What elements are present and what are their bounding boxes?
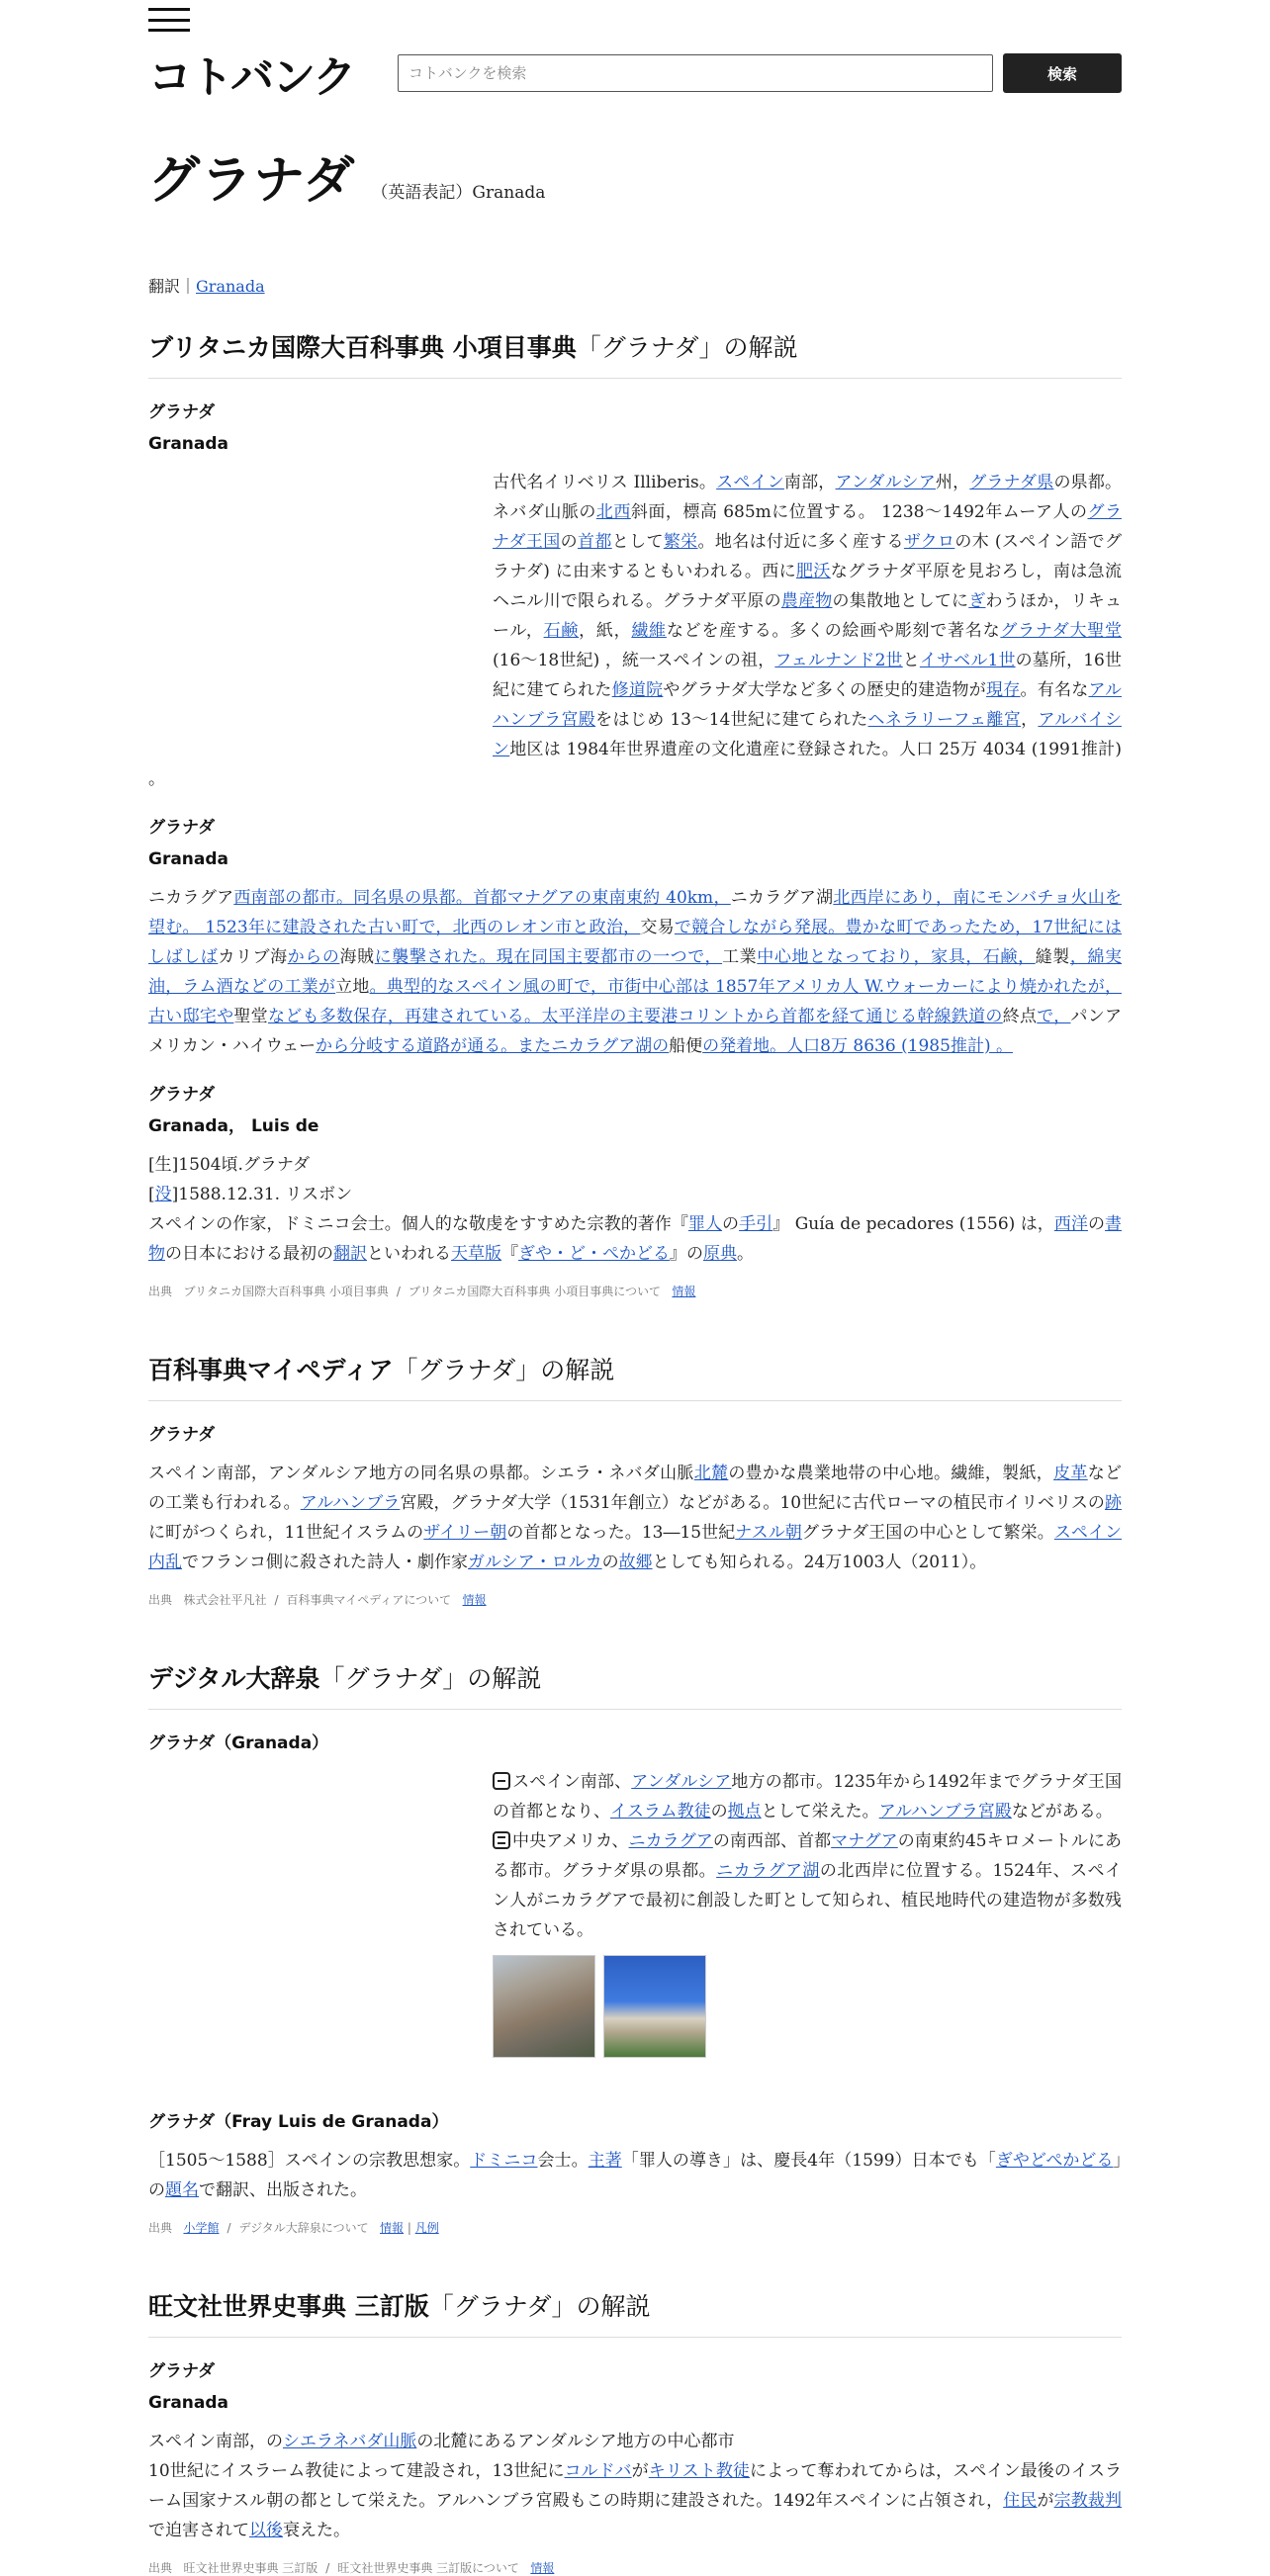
text-run: の bbox=[722, 1214, 740, 1234]
term-link[interactable]: 天草版 bbox=[451, 1244, 501, 1264]
text-run: 斜面，標高 685mに位置する。 1238～1492年ムーア人の bbox=[630, 502, 1088, 522]
source-meta: 出典 株式会社平凡社 / 百科事典マイペディアについて 情報 bbox=[148, 1593, 487, 1607]
text-run: 終点 bbox=[1002, 1007, 1038, 1026]
text-run: 」の bbox=[148, 2151, 1123, 2200]
entry-body bbox=[148, 1767, 1122, 2088]
entry-subtitle: Granada bbox=[148, 434, 229, 454]
term-link[interactable]: 跡 bbox=[1105, 1493, 1122, 1513]
term-link[interactable]: マナグア bbox=[831, 1831, 898, 1851]
term-link[interactable]: イスラム教徒 bbox=[610, 1802, 711, 1821]
entry-body bbox=[148, 1150, 1122, 1269]
text-run: などを産する。多くの絵画や彫刻で著名な bbox=[666, 621, 1001, 641]
entry-text bbox=[148, 883, 1122, 1061]
text-run: 船便 bbox=[669, 1036, 703, 1056]
text-run: 交易 bbox=[640, 918, 675, 937]
term-link[interactable]: 書物 bbox=[148, 1214, 1123, 1264]
search-input[interactable] bbox=[398, 54, 993, 92]
term-link[interactable]: アルハンブラ宮殿 bbox=[493, 680, 1123, 730]
text-run: 聖堂 bbox=[233, 1007, 268, 1026]
term-link[interactable]: アンダルシア bbox=[631, 1772, 732, 1792]
search-button[interactable]: 検索 bbox=[1003, 53, 1122, 93]
entry-text bbox=[148, 2456, 1122, 2545]
text-run: に町がつくられ，11世紀イスラムの bbox=[148, 1523, 424, 1543]
text-run: わうほか，リキュール， bbox=[493, 591, 1123, 641]
text-run: 宮殿，グラナダ大学（1531年創立）などがある。10世紀に古代ローマの植民市イリベリスの bbox=[400, 1493, 1105, 1513]
text-run: ニカラグア bbox=[148, 888, 234, 908]
term-link[interactable]: 手引 bbox=[739, 1214, 773, 1234]
text-run: の首都となった。13―15世紀 bbox=[506, 1523, 736, 1543]
term-link[interactable]: スペイン内乱 bbox=[148, 1523, 1123, 1572]
entry-body bbox=[148, 468, 1122, 794]
section-obunsha bbox=[148, 2265, 1122, 2576]
term-link[interactable]: 北西岸にあり，南にモンバチョ火山を望む。 1523年に建設された古い町で，北西のレオン市と政治， bbox=[148, 888, 1123, 937]
term-link[interactable]: から分岐する道路が通る。またニカラグア湖の bbox=[316, 1036, 670, 1056]
term-link[interactable]: 拠点 bbox=[727, 1802, 762, 1821]
text-run: なグラナダ平原を見おろし，南は急流ヘニル川で限られる。グラナダ平原の bbox=[493, 562, 1123, 611]
info-link[interactable]: 情報 bbox=[530, 2561, 555, 2575]
text-run: 。有名な bbox=[1020, 680, 1089, 700]
term-link[interactable]: 西南部の都市。同名県の県都。首都マナグアの東南東約 40km， bbox=[233, 888, 731, 908]
text-run: ニカラグア湖 bbox=[730, 888, 834, 908]
info-link[interactable]: 情報 bbox=[672, 1285, 696, 1298]
term-link[interactable]: 農産物 bbox=[780, 591, 833, 611]
text-run: (16～18世紀) ，統一スペインの祖， bbox=[493, 651, 775, 670]
text-run: 州， bbox=[935, 473, 970, 492]
text-run: で翻訳、出版された。 bbox=[199, 2180, 367, 2200]
text-run: として bbox=[611, 532, 664, 552]
entry-title: グラナダ（Granada） bbox=[148, 1733, 329, 1753]
dictionary-name: デジタル大辞泉 bbox=[148, 1664, 320, 1693]
entry-body bbox=[148, 2427, 1122, 2545]
source-about: 百科事典マイペディアについて bbox=[286, 1593, 452, 1607]
source-about: ブリタニカ国際大百科事典 小項目事典について bbox=[408, 1285, 661, 1298]
source-name: 株式会社平凡社 bbox=[183, 1593, 267, 1607]
entry-text bbox=[148, 2146, 1122, 2205]
term-link[interactable]: ドミニコ bbox=[470, 2151, 538, 2171]
text-run: といわれる bbox=[367, 1244, 451, 1264]
term-link[interactable]: ぎやどぺかどる bbox=[995, 2151, 1114, 2171]
text-run: の日本における最初の bbox=[165, 1244, 333, 1264]
entry-subtitle: Granada， Luis de bbox=[148, 1116, 319, 1136]
died-line bbox=[148, 1180, 1122, 1209]
source-name: 旺文社世界史事典 三訂版 bbox=[183, 2561, 318, 2575]
term-link[interactable]: 以後 bbox=[249, 2521, 283, 2540]
source-label: 出典 bbox=[148, 1285, 173, 1298]
text-run: 』 Guía de pecadores (1556) は， bbox=[772, 1214, 1054, 1234]
section-britannica bbox=[148, 307, 1122, 1299]
text-run: スペイン南部、 bbox=[512, 1772, 632, 1792]
text-run: の南西部、首都 bbox=[712, 1831, 832, 1851]
text-run: が bbox=[1037, 2491, 1054, 2511]
text-run: などがある。 bbox=[1011, 1802, 1113, 1821]
text-run: の豊かな農業地帯の中心地。繊維，製紙， bbox=[728, 1464, 1054, 1483]
died-link[interactable]: 没 bbox=[154, 1185, 172, 1204]
text-run: 海賊 bbox=[339, 947, 375, 967]
term-link[interactable]: スペイン bbox=[716, 473, 784, 492]
term-link[interactable]: 翻訳 bbox=[333, 1244, 367, 1264]
text-run: の bbox=[601, 1553, 619, 1572]
term-link[interactable]: ぎや・ど・ぺかどる bbox=[518, 1244, 670, 1264]
source-name-link[interactable]: 小学館 bbox=[183, 2221, 220, 2235]
translation-line bbox=[148, 274, 1122, 297]
text-run: パンアメリカン・ハイウェー bbox=[148, 1007, 1123, 1056]
entry-title: グラナダ（Fray Luis de Granada） bbox=[148, 2112, 449, 2132]
granada-cathedral-photo[interactable] bbox=[603, 1955, 706, 2058]
text-run: 縫製 bbox=[1035, 947, 1070, 967]
term-link[interactable]: 住民 bbox=[1003, 2491, 1038, 2511]
text-run: としても知られる。24万1003人（2011）。 bbox=[652, 1553, 987, 1572]
legend-link[interactable]: 凡例 bbox=[414, 2221, 439, 2235]
text-run: スペイン南部，の bbox=[148, 2432, 283, 2451]
term-link[interactable]: キリスト教徒 bbox=[648, 2461, 751, 2481]
term-link[interactable]: ナスル朝 bbox=[735, 1523, 802, 1543]
text-run: によって奪われてからは，スペイン最後のイスラーム国家ナスル朝の都として栄えた。アルハンブラ宮殿もこの時期に建設された。1492年スペインに占領され， bbox=[148, 2461, 1122, 2511]
text-run: が bbox=[631, 2461, 649, 2481]
term-link[interactable]: 。典型的なスペイン風の町で，市街中心部は 1857年アメリカ人 W.ウォーカーにより焼かれたが，古い邸宅や bbox=[148, 977, 1122, 1026]
source-name: ブリタニカ国際大百科事典 小項目事典 bbox=[183, 1285, 389, 1298]
text-run: 南部， bbox=[783, 473, 836, 492]
term-link[interactable]: からの bbox=[287, 947, 340, 967]
section-heading bbox=[148, 307, 1122, 379]
term-link[interactable]: 北西 bbox=[595, 502, 631, 522]
term-link[interactable]: 首都 bbox=[577, 532, 612, 552]
entry-title: グラナダ bbox=[148, 2361, 216, 2381]
term-link[interactable]: 主著 bbox=[588, 2151, 622, 2171]
text-run: の県都。ネバダ山脈の bbox=[493, 473, 1123, 522]
text-run: 会士。 bbox=[537, 2151, 589, 2171]
source-meta: 出典 旺文社世界史事典 三訂版 / 旺文社世界史事典 三訂版について 情報 bbox=[148, 2561, 555, 2575]
entry-title: グラナダ bbox=[148, 818, 216, 838]
source-meta: 出典 小学館 / デジタル大辞泉について 情報 | 凡例 bbox=[148, 2221, 439, 2235]
term-link[interactable]: の発着地。人口8万 8636 (1985推計) 。 bbox=[702, 1036, 1013, 1056]
text-run: の集散地としてに bbox=[832, 591, 969, 611]
entry-text bbox=[148, 1209, 1122, 1269]
image-placeholder bbox=[148, 468, 493, 764]
image-gallery bbox=[493, 1955, 1122, 2058]
translation-label: 翻訳｜ bbox=[148, 277, 197, 296]
source-about: デジタル大辞泉について bbox=[238, 2221, 369, 2235]
text-run: の bbox=[1087, 1214, 1106, 1234]
heading-suffix: 「グラナダ」の解説 bbox=[319, 1664, 542, 1693]
section-heading bbox=[148, 1329, 1122, 1401]
text-run: ，紙， bbox=[579, 621, 632, 641]
site-logo[interactable]: コトバンク bbox=[148, 52, 355, 103]
term-link[interactable]: フェルナンド2世 bbox=[774, 651, 903, 670]
section-heading bbox=[148, 1638, 1122, 1710]
term-link[interactable]: グラナダ県 bbox=[969, 473, 1054, 492]
term-link[interactable]: ザクロ bbox=[903, 532, 955, 552]
term-link[interactable]: アルハンブラ宮殿 bbox=[878, 1802, 1012, 1821]
text-run: でフランコ側に殺された詩人・劇作家 bbox=[182, 1553, 468, 1572]
term-link[interactable]: イサベル1世 bbox=[919, 651, 1016, 670]
term-link[interactable]: 原典 bbox=[703, 1244, 737, 1264]
term-link[interactable]: ニカラグア湖 bbox=[716, 1861, 820, 1881]
meta-divider: | bbox=[404, 2221, 415, 2235]
info-link[interactable]: 情報 bbox=[380, 2221, 405, 2235]
number-one-icon bbox=[493, 1772, 510, 1790]
section-heading bbox=[148, 2265, 1122, 2338]
dictionary-name: 旺文社世界史事典 三訂版 bbox=[148, 2292, 429, 2321]
entry-title: グラナダ bbox=[148, 1425, 216, 1445]
text-run: の北麓にあるアンダルシア地方の中心都市 bbox=[416, 2432, 735, 2451]
term-link[interactable]: 肥沃 bbox=[796, 562, 831, 581]
term-link[interactable]: アルバイシン bbox=[493, 710, 1122, 759]
entry-subtitle: Granada bbox=[148, 849, 229, 869]
text-run: の南東約45キロメートルにある都市。グラナダ県の県都。 bbox=[493, 1831, 1122, 1881]
term-link[interactable]: 繊維 bbox=[631, 621, 667, 641]
source-label: 出典 bbox=[148, 2221, 173, 2235]
entry-title: グラナダ bbox=[148, 402, 216, 422]
source-label: 出典 bbox=[148, 2561, 173, 2575]
text-run: 地方の都市。1235年から1492年までグラナダ王国の首都となり、 bbox=[493, 1772, 1123, 1821]
term-link[interactable]: シエラネバダ山脈 bbox=[283, 2432, 417, 2451]
title-english: （英語表記）Granada bbox=[371, 183, 546, 203]
entry-text bbox=[148, 1459, 1122, 1577]
term-link[interactable]: コルドバ bbox=[564, 2461, 632, 2481]
term-link[interactable]: ，綿実油，ラム酒などの工業が bbox=[148, 947, 1123, 997]
section-mypedia bbox=[148, 1329, 1122, 1608]
term-link[interactable]: ニカラグア bbox=[628, 1831, 713, 1851]
text-run: 。地名は付近に多く産する bbox=[697, 532, 904, 552]
text-run: と bbox=[902, 651, 920, 670]
term-link[interactable]: グラナダ王国 bbox=[493, 502, 1122, 552]
definition-text bbox=[493, 1831, 1122, 1940]
term-link[interactable]: ガルシア・ロルカ bbox=[468, 1553, 602, 1572]
text-run: 工業 bbox=[722, 947, 758, 967]
translation-link[interactable]: Granada bbox=[196, 277, 265, 296]
text-run: 衰えた。 bbox=[283, 2521, 350, 2540]
definition-text bbox=[493, 1772, 1122, 1821]
entry-title: グラナダ bbox=[148, 1085, 216, 1105]
source-meta: 出典 ブリタニカ国際大百科事典 小項目事典 / ブリタニカ国際大百科事典 小項目事典について 情報 bbox=[148, 1285, 696, 1298]
term-link[interactable]: に襲撃された。現在同国主要都市の一つで， bbox=[374, 947, 723, 967]
term-link[interactable]: ザイリー朝 bbox=[423, 1523, 507, 1543]
term-link[interactable]: 繁栄 bbox=[663, 532, 698, 552]
page-title: グラナダ bbox=[148, 151, 356, 211]
hamburger-menu-icon[interactable] bbox=[148, 8, 190, 32]
info-link[interactable]: 情報 bbox=[462, 1593, 487, 1607]
term-link[interactable]: 宗教裁判 bbox=[1053, 2491, 1123, 2511]
term-link[interactable]: 故郷 bbox=[618, 1553, 653, 1572]
term-link[interactable]: ヘネラリーフェ離宮 bbox=[867, 710, 1022, 730]
term-link[interactable]: で， bbox=[1037, 1007, 1071, 1026]
heading-suffix: 「グラナダ」の解説 bbox=[393, 1356, 615, 1384]
text-run: の北西岸に位置する。1524年、スペイン人がニカラグアで最初に創設した町として知られ、植民地時代の建造物が多数残されている。 bbox=[493, 1861, 1122, 1940]
text-run: をはじめ 13～14世紀に建てられた bbox=[595, 710, 868, 730]
entry-lead bbox=[148, 2427, 1122, 2456]
term-link[interactable]: 題名 bbox=[165, 2180, 199, 2200]
page bbox=[148, 0, 1122, 2576]
text-run: 『 bbox=[501, 1244, 518, 1264]
text-run: 立地 bbox=[335, 977, 370, 997]
section-daijisen bbox=[148, 1638, 1122, 2236]
text-run: として栄えた。 bbox=[761, 1802, 879, 1821]
text-run: 「罪人の導き」は、慶長4年（1599）日本でも「 bbox=[621, 2151, 996, 2171]
term-link[interactable]: で競合しながら発展。豊かな町であったため，17世紀にはしばしば bbox=[148, 918, 1123, 967]
term-link[interactable]: 皮革 bbox=[1053, 1464, 1088, 1483]
text-run: ［1505〜1588］スペインの宗教思想家。 bbox=[148, 2151, 471, 2171]
header bbox=[148, 42, 1122, 105]
term-link[interactable]: 罪人 bbox=[687, 1214, 723, 1234]
title-row bbox=[148, 138, 1122, 213]
term-link[interactable]: 中心地となっており，家具，石鹸， bbox=[757, 947, 1036, 967]
source-about: 旺文社世界史事典 三訂版について bbox=[337, 2561, 519, 2575]
died-bracket: [ bbox=[148, 1185, 155, 1204]
dictionary-name: ブリタニカ国際大百科事典 小項目事典 bbox=[148, 333, 577, 362]
text-run: ， bbox=[1021, 710, 1039, 730]
term-link[interactable]: 北麓 bbox=[693, 1464, 729, 1483]
text-run: 』の bbox=[670, 1244, 703, 1264]
text-run: 。 bbox=[737, 1244, 754, 1264]
term-link[interactable]: 現存 bbox=[986, 680, 1021, 700]
text-run: スペインの作家，ドミニコ会士。個人的な敬虔をすすめた宗教的著作『 bbox=[148, 1214, 688, 1234]
text-run: カリブ海 bbox=[218, 947, 288, 967]
term-link[interactable]: ぎ bbox=[968, 591, 986, 611]
term-link[interactable]: 修道院 bbox=[611, 680, 664, 700]
born-line: [生]1504頃.グラナダ bbox=[148, 1155, 311, 1175]
number-two-icon bbox=[493, 1831, 510, 1849]
text-run: で迫害されて bbox=[148, 2521, 249, 2540]
entry-subtitle: Granada bbox=[148, 2393, 229, 2413]
text-run: グラナダ王国の中心として繁栄。 bbox=[801, 1523, 1054, 1543]
text-run: の bbox=[710, 1802, 728, 1821]
term-link[interactable]: 石鹸 bbox=[543, 621, 580, 641]
term-link[interactable]: 西洋 bbox=[1053, 1214, 1088, 1234]
term-link[interactable]: グラナダ大聖堂 bbox=[1000, 621, 1123, 641]
text-run: などの工業も行われる。 bbox=[148, 1464, 1123, 1513]
heading-suffix: 「グラナダ」の解説 bbox=[428, 2292, 651, 2321]
term-link[interactable]: アルハンブラ bbox=[300, 1493, 401, 1513]
text-run: 古代名イリベリス Illiberis。 bbox=[493, 473, 717, 492]
dictionary-name: 百科事典マイペディア bbox=[148, 1356, 394, 1384]
source-label: 出典 bbox=[148, 1593, 173, 1607]
text-run: の木 (スペイン語でグラナダ) に由来するともいわれる。西に bbox=[493, 532, 1123, 581]
text-run: スペイン南部，アンダルシア地方の同名県の県都。シエラ・ネバダ山脈 bbox=[148, 1464, 694, 1483]
image-placeholder bbox=[148, 1767, 493, 2088]
text-run: やグラナダ大学など多くの歴史的建造物が bbox=[663, 680, 987, 700]
text-run: の墓所，16世紀に建てられた bbox=[493, 651, 1123, 700]
granada-city-photo[interactable] bbox=[493, 1955, 595, 2058]
text-run: 中央アメリカ、 bbox=[512, 1831, 629, 1851]
text-run: 地区は 1984年世界遺産の文化遺産に登録された。人口 25万 4034 (1991推計) 。 bbox=[148, 740, 1122, 789]
term-link[interactable]: アンダルシア bbox=[835, 473, 936, 492]
heading-suffix: 「グラナダ」の解説 bbox=[576, 333, 798, 362]
text-run: の bbox=[560, 532, 578, 552]
died-text: ]1588.12.31. リスボン bbox=[171, 1185, 353, 1204]
term-link[interactable]: なども多数保存，再建されている。太平洋岸の主要港コリントから首都を経て通じる幹線鉄道の bbox=[267, 1007, 1003, 1026]
text-run: 10世紀にイスラーム教徒によって建設され，13世紀に bbox=[148, 2461, 565, 2481]
